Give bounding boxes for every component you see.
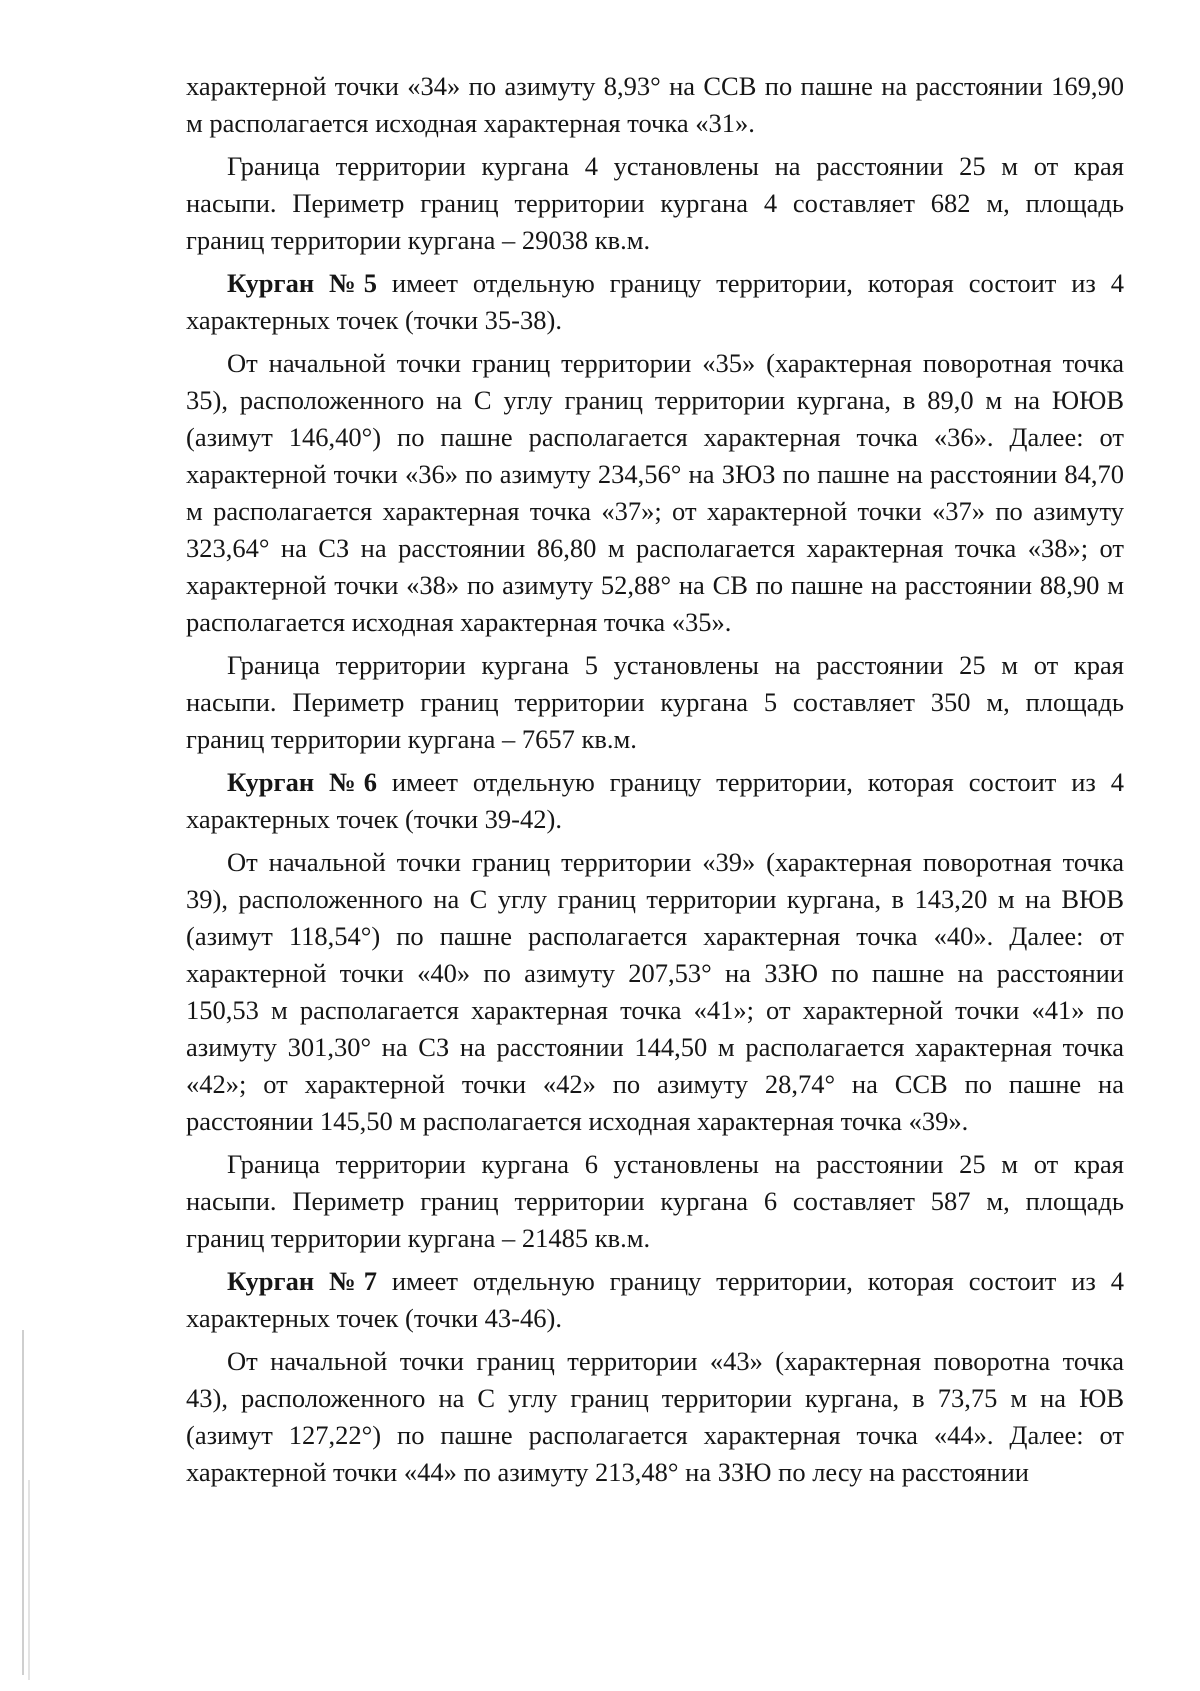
scan-edge-line — [28, 1480, 30, 1680]
paragraph-kurgan-6-boundary — [186, 1146, 1124, 1257]
paragraph-kurgan-5-points — [186, 345, 1124, 641]
kurgan-heading: Курган №7 — [227, 1266, 378, 1296]
paragraph-kurgan-7-intro — [186, 1263, 1124, 1337]
paragraph-text: Граница территории кургана 5 установлены на расстоянии 25 м от края насыпи. Периметр границ территории кургана 5 составляет 350 м, площадь границ территории кургана – 7657 кв.м. — [186, 650, 1124, 754]
paragraph-kurgan-4-boundary — [186, 148, 1124, 259]
paragraph-text: От начальной точки границ территории «39» (характерная поворотная точка 39), расположенного на С углу границ территории кургана, в 143,20 м на ВЮВ (азимут 118,54°) по пашне располагается характерная точка «40». Далее: от характерной точки «40» по азимуту 207,53° на ЗЗЮ по пашне на расстоянии 150,53 м располагается характерная точка «41»; от характерной точки «41» по азимуту 301,30° на СЗ на расстоянии 144,50 м располагается характерная точка «42»; от характерной точки «42» по азимуту 28,74° на ССВ по пашне на расстоянии 145,50 м располагается исходная характерная точка «39». — [186, 847, 1124, 1136]
paragraph-text: имеет отдельную границу территории, которая состоит из 4 характерных точек (точки 35-38). — [186, 268, 1124, 335]
paragraph-text: имеет отдельную границу территории, которая состоит из 4 характерных точек (точки 39-42). — [186, 767, 1124, 834]
paragraph-text: Граница территории кургана 4 установлены на расстоянии 25 м от края насыпи. Периметр границ территории кургана 4 составляет 682 м, площадь границ территории кургана – 29038 кв.м. — [186, 151, 1124, 255]
paragraph-text: Граница территории кургана 6 установлены на расстоянии 25 м от края насыпи. Периметр границ территории кургана 6 составляет 587 м, площадь границ территории кургана – 21485 кв.м. — [186, 1149, 1124, 1253]
scan-edge-line — [22, 1330, 24, 1675]
paragraph-kurgan-5-boundary — [186, 647, 1124, 758]
paragraph-kurgan-7-points — [186, 1343, 1124, 1491]
paragraph-text: От начальной точки границ территории «35» (характерная поворотная точка 35), расположенного на С углу границ территории кургана, в 89,0 м на ЮЮВ (азимут 146,40°) по пашне располагается характерная точка «36». Далее: от характерной точки «36» по азимуту 234,56° на ЗЮЗ по пашне на расстоянии 84,70 м располагается характерная точка «37»; от характерной точки «37» по азимуту 323,64° на СЗ на расстоянии 86,80 м располагается характерная точка «38»; от характерной точки «38» по азимуту 52,88° на СВ по пашне на расстоянии 88,90 м располагается исходная характерная точка «35». — [186, 348, 1124, 637]
paragraph-kurgan-6-intro — [186, 764, 1124, 838]
paragraph-continuation — [186, 68, 1124, 142]
kurgan-heading: Курган №6 — [227, 767, 378, 797]
paragraph-text: имеет отдельную границу территории, которая состоит из 4 характерных точек (точки 43-46). — [186, 1266, 1124, 1333]
paragraph-kurgan-5-intro — [186, 265, 1124, 339]
kurgan-heading: Курган №5 — [227, 268, 378, 298]
paragraph-text: От начальной точки границ территории «43» (характерная поворотна точка 43), расположенного на С углу границ территории кургана, в 73,75 м на ЮВ (азимут 127,22°) по пашне располагается характерная точка «44». Далее: от характерной точки «44» по азимуту 213,48° на ЗЗЮ по лесу на расстоянии — [186, 1346, 1124, 1487]
paragraph-kurgan-6-points — [186, 844, 1124, 1140]
paragraph-text: характерной точки «34» по азимуту 8,93° на ССВ по пашне на расстоянии 169,90 м располагается исходная характерная точка «31». — [186, 71, 1124, 138]
document-body — [186, 68, 1124, 1497]
